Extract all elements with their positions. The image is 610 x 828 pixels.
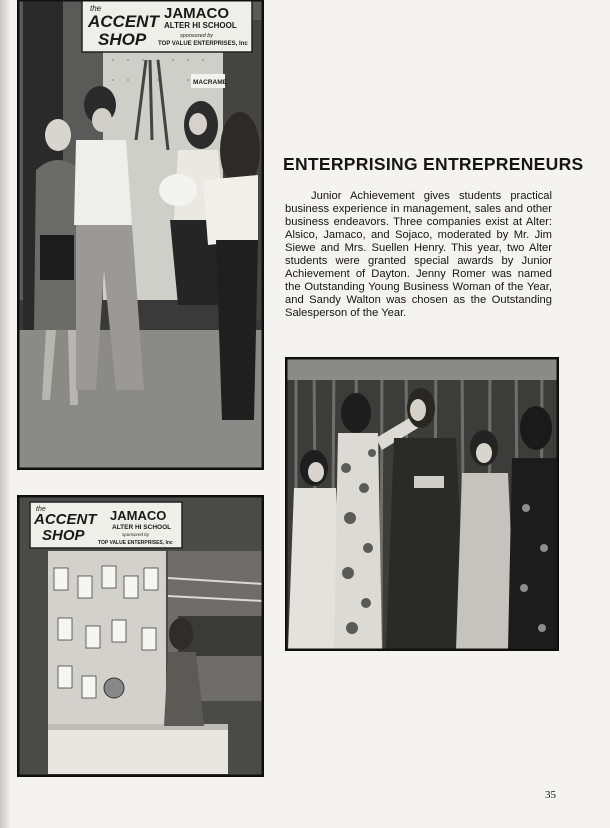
photo-accent-shop-display (18, 0, 263, 469)
booth-sign-school-text: ALTER HI SCHOOL (112, 524, 172, 531)
photo-jamaco-booth-image (18, 496, 263, 776)
page-number: 35 (545, 789, 556, 801)
booth-sign-shop-text: SHOP (42, 527, 85, 544)
photo-jamaco-booth (18, 496, 263, 776)
page-edge-shadow (0, 0, 10, 828)
sign-the-text: the (90, 4, 102, 13)
photo-award-ceremony-image (286, 358, 558, 650)
sign-company-text: JAMACO (164, 5, 230, 22)
macrame-tag-text: MACRAME (193, 79, 227, 86)
booth-sign-accent-text: ACCENT (34, 511, 97, 528)
article-body: Junior Achievement gives students practical business experience in management, sales and other business endeavors. Three companies exist at Alter: Alsico, Jamaco, and Sojaco, moderated by Mr. Jim Siewe and Mrs. Suellen Henry. This year, two Alter students were granted special awards by Junior Achievement of Dayton. Jenny Romer was named the Outstanding Young Business Woman of the Year, and Sandy Walton was chosen as the Outstanding Salesperson of the Year. (285, 190, 552, 319)
booth-sign-sponsored-text: sponsored by (122, 532, 150, 537)
sign-accent-text: ACCENT (88, 12, 159, 31)
sign-sponsor-text: TOP VALUE ENTERPRISES, Inc (158, 41, 248, 47)
sign-sponsored-text: sponsored by (180, 33, 214, 39)
sign-school-text: ALTER HI SCHOOL (164, 21, 237, 30)
booth-sign-the-text: the (36, 506, 46, 513)
sign-shop-text: SHOP (98, 30, 147, 49)
booth-sign-sponsor-text: TOP VALUE ENTERPRISES, Inc (98, 540, 173, 546)
photo-accent-shop-display-image (18, 0, 263, 469)
article-headline: ENTERPRISING ENTREPRENEURS (283, 154, 584, 174)
photo-award-ceremony (286, 358, 558, 650)
booth-sign-company-text: JAMACO (110, 508, 167, 523)
